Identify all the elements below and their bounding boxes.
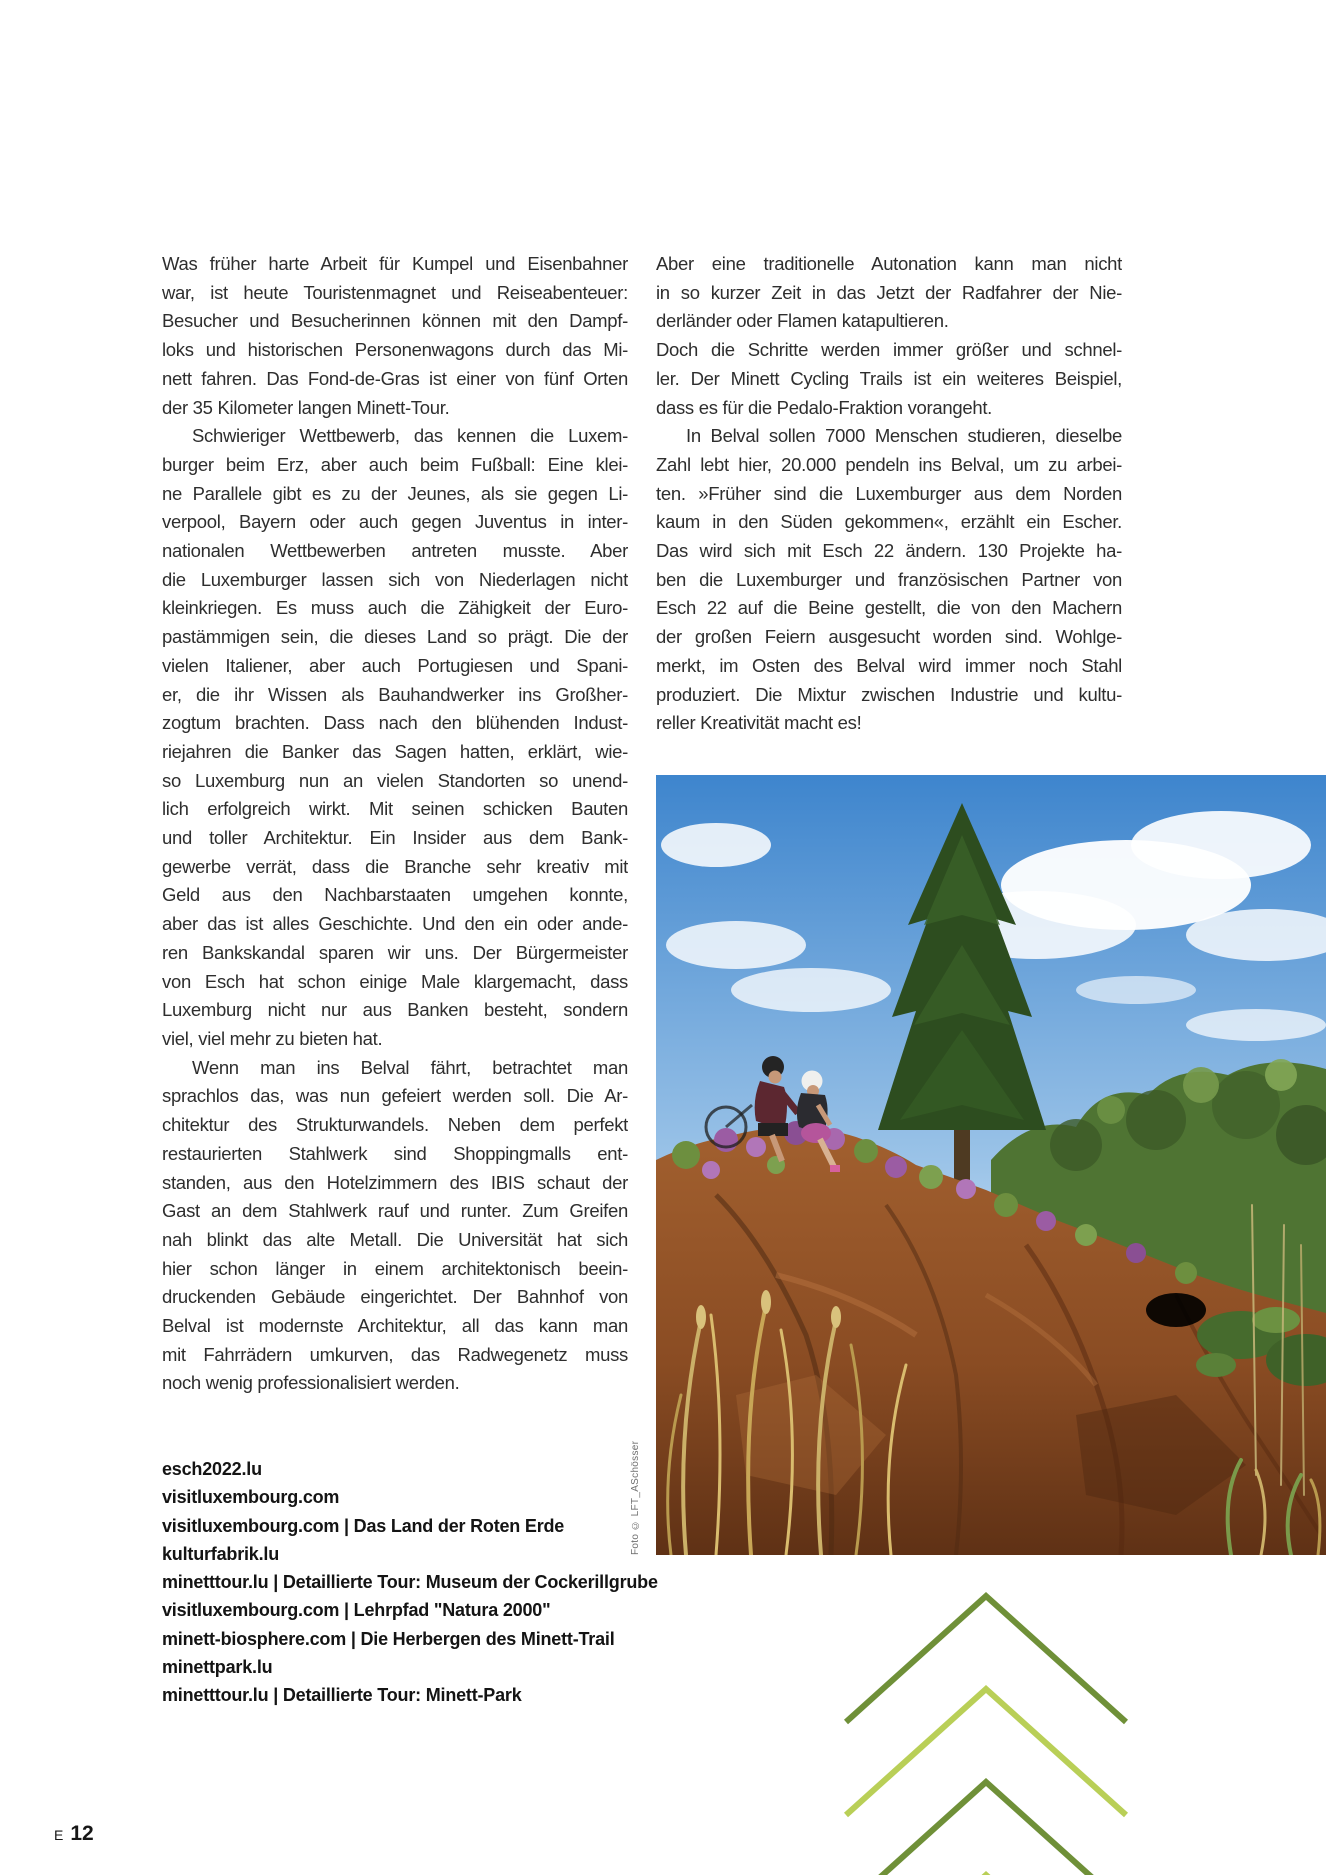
article-line: merkt, im Osten des Belval wird immer noch Stahl xyxy=(656,654,1122,676)
article-line: derländer oder Flamen katapultieren. xyxy=(656,310,949,332)
chevron-up-icon xyxy=(846,1596,1126,1722)
article-line: er, die ihr Wissen als Bauhandwerker ins Großher- xyxy=(162,683,628,705)
article-line: ben die Luxemburger und französischen Partner von xyxy=(656,568,1122,590)
article-line: nah blinkt das alte Metall. Die Universität hat sich xyxy=(162,1228,628,1250)
article-line: viel, viel mehr zu bieten hat. xyxy=(162,1027,383,1049)
article-line: Luxemburg nicht nur aus Banken besteht, sondern xyxy=(162,999,628,1021)
article-line: hier schon länger in einem architektonisch beein- xyxy=(162,1257,628,1279)
article-line: ren Bankskandal sparen wir uns. Der Bürgermeister xyxy=(162,941,628,963)
article-line: war, ist heute Touristenmagnet und Reiseabenteuer: xyxy=(162,281,628,303)
article-line: nationalen Wettbewerben antreten musste. Aber xyxy=(162,540,628,562)
article-line: sprachlos das, was nun gefeiert werden soll. Die Ar- xyxy=(162,1085,628,1107)
article-line: kleinkriegen. Es muss auch die Zähigkeit der Euro- xyxy=(162,597,628,619)
link-item[interactable]: minett-biosphere.com | Die Herbergen des Minett-Trail xyxy=(162,1628,615,1649)
article-line: burger beim Erz, aber auch beim Fußball: Eine klei- xyxy=(162,453,628,475)
chevron-up-icon xyxy=(846,1782,1126,1875)
article-line: In Belval sollen 7000 Menschen studieren, dieselbe xyxy=(686,425,1122,447)
article-line: chitektur des Strukturwandels. Neben dem perfekt xyxy=(162,1114,628,1136)
article-line: reller Kreativität macht es! xyxy=(656,712,862,734)
article-line: produziert. Die Mixtur zwischen Industrie und kultu- xyxy=(656,683,1122,705)
article-line: Doch die Schritte werden immer größer und schnel- xyxy=(656,339,1122,361)
article-line: verpool, Bayern oder auch gegen Juventus in inter- xyxy=(162,511,628,533)
article-line: der großen Feiern ausgesucht worden sind. Wohlge- xyxy=(656,626,1122,648)
page-number-prefix: E xyxy=(54,1827,64,1843)
article-line: zogtum brachten. Dass nach den blühenden Indust- xyxy=(162,712,628,734)
link-item[interactable]: minetttour.lu | Detaillierte Tour: Museum der Cockerillgrube xyxy=(162,1572,658,1593)
article-line: druckenden Gebäude eingerichtet. Der Bahnhof von xyxy=(162,1286,628,1308)
link-item[interactable]: visitluxembourg.com | Das Land der Roten Erde xyxy=(162,1515,565,1536)
article-line: noch wenig professionalisiert werden. xyxy=(162,1372,460,1394)
article-line: Esch 22 auf die Beine gestellt, die von den Machern xyxy=(656,597,1122,619)
article-line: pastämmigen sein, die dieses Land so prägt. Die der xyxy=(162,626,628,648)
article-line: Belval ist modernste Architektur, all das kann man xyxy=(162,1315,628,1337)
page-number xyxy=(54,1822,94,1846)
link-item[interactable]: minettpark.lu xyxy=(162,1657,273,1678)
cliff-photo-illustration xyxy=(656,775,1326,1555)
article-line: restaurierten Stahlwerk sind Shoppingmalls ent- xyxy=(162,1142,628,1164)
link-item[interactable]: esch2022.lu xyxy=(162,1459,262,1479)
link-item[interactable]: visitluxembourg.com xyxy=(162,1487,340,1508)
article-line: Schwieriger Wettbewerb, das kennen die Luxem- xyxy=(192,425,628,447)
page-number-value: 12 xyxy=(70,1822,94,1845)
cliff-photo xyxy=(656,775,1326,1555)
article-line: so Luxemburg nun an vielen Standorten so unend- xyxy=(162,769,628,791)
article-line: dass es für die Pedalo-Fraktion vorangeht. xyxy=(656,396,993,418)
article-line: nett fahren. Das Fond-de-Gras ist einer von fünf Orten xyxy=(162,367,628,389)
link-item[interactable]: kulturfabrik.lu xyxy=(162,1543,280,1564)
article-line: in so kurzer Zeit in das Jetzt der Radfahrer der Nie- xyxy=(656,281,1122,303)
chevron-decoration xyxy=(840,1590,1132,1875)
article-line: Wenn man ins Belval fährt, betrachtet man xyxy=(192,1056,628,1078)
article-line: aber das ist alles Geschichte. Und den ein oder ande- xyxy=(162,913,628,935)
article-line: kaum in den Süden gekommen«, erzählt ein Escher. xyxy=(656,511,1122,533)
article-line: Zahl lebt hier, 20.000 pendeln ins Belval, um zu arbei- xyxy=(656,453,1122,475)
links-list xyxy=(162,1455,658,1710)
article-line: Geld aus den Nachbarstaaten umgehen konnte, xyxy=(162,884,628,906)
article-line: die Luxemburger lassen sich von Niederlagen nicht xyxy=(162,568,628,590)
article-line: ler. Der Minett Cycling Trails ist ein weiteres Beispiel, xyxy=(656,367,1122,389)
article-line: Besucher und Besucherinnen können mit den Dampf- xyxy=(162,310,628,332)
article-line: gewerbe verrät, dass die Branche sehr kreativ mit xyxy=(162,855,628,877)
link-item[interactable]: minetttour.lu | Detaillierte Tour: Minett-Park xyxy=(162,1685,522,1706)
article-line: der 35 Kilometer langen Minett-Tour. xyxy=(162,396,450,418)
photo-credit: Foto © LFT_ASchösser xyxy=(630,1440,641,1555)
article-line: riejahren die Banker das Sagen hatten, erklärt, wie- xyxy=(162,740,628,762)
article-line: Was früher harte Arbeit für Kumpel und Eisenbahner xyxy=(162,253,628,274)
article-line: Gast an dem Stahlwerk rauf und runter. Zum Greifen xyxy=(162,1200,628,1222)
article-line: ten. »Früher sind die Luxemburger aus dem Norden xyxy=(656,482,1122,504)
article-line: loks und historischen Personenwagons durch das Mi- xyxy=(162,339,628,361)
article-line: Das wird sich mit Esch 22 ändern. 130 Projekte ha- xyxy=(656,540,1122,562)
article-line: standen, aus den Hotelzimmern des IBIS schaut der xyxy=(162,1171,628,1193)
article-line: vielen Italiener, aber auch Portugiesen und Spani- xyxy=(162,654,628,676)
article-left-column xyxy=(162,250,628,1398)
chevron-up-icon xyxy=(846,1689,1126,1815)
article-line: mit Fahrrädern umkurven, das Radwegenetz muss xyxy=(162,1343,628,1365)
link-item[interactable]: visitluxembourg.com | Lehrpfad "Natura 2000" xyxy=(162,1600,551,1621)
article-line: von Esch hat schon einige Male klargemacht, dass xyxy=(162,970,628,992)
article-line: und toller Architektur. Ein Insider aus dem Bank- xyxy=(162,827,628,849)
article-right-column xyxy=(656,250,1122,738)
article-line: Aber eine traditionelle Autonation kann man nicht xyxy=(656,253,1122,274)
article-line: lich erfolgreich wirkt. Mit seinen schicken Bauten xyxy=(162,798,628,820)
article-line: ne Parallele gibt es zu der Jeunes, als sie gegen Li- xyxy=(162,482,628,504)
